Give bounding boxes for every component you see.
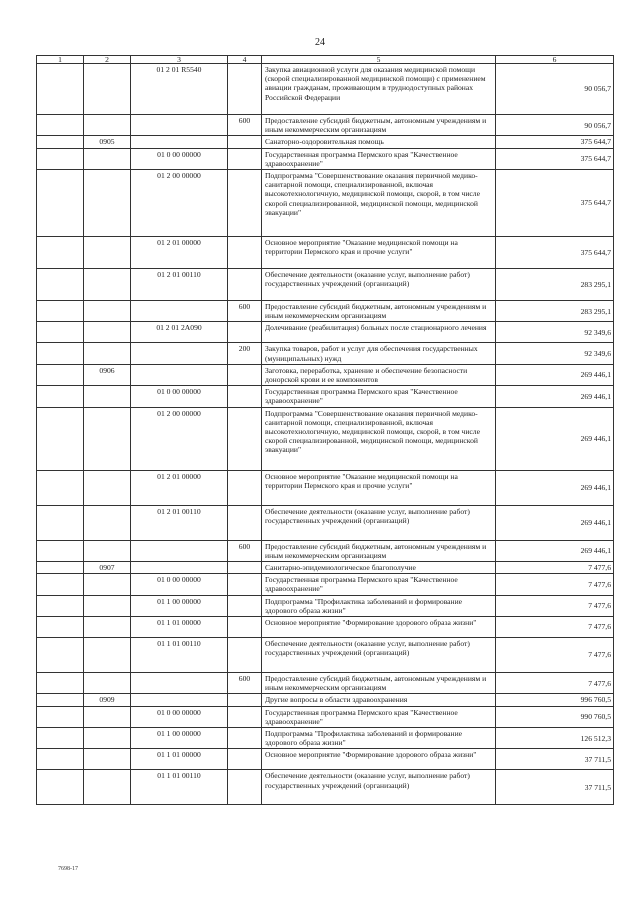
expense-type-cell: [228, 749, 262, 770]
amount-cell: 375 644,7: [496, 136, 614, 148]
expense-type-cell: [228, 638, 262, 673]
target-article-cell: 01 2 01 00110: [131, 505, 228, 540]
section-code-cell: 0905: [84, 136, 131, 148]
description-cell: Подпрограмма "Совершенствование оказания первичной медико-санитарной помощи, специализированной, включая высокотехнологичную, медицинской помощи, скорой, в том числе скорой специализированной, медицинской помощи, медицинской эвакуации": [262, 170, 496, 237]
section-code-cell: [84, 617, 131, 638]
description-cell: Санитарно-эпидемиологическое благополучие: [262, 562, 496, 574]
section-code-cell: [84, 505, 131, 540]
table-row: [37, 364, 614, 385]
section-code-cell: [84, 638, 131, 673]
col-1-cell: [37, 364, 84, 385]
col-1-cell: [37, 407, 84, 470]
description-cell: Обеспечение деятельности (оказание услуг, выполнение работ) государственных учреждений (организаций): [262, 638, 496, 673]
header-row: [37, 56, 614, 64]
col-1-cell: [37, 148, 84, 169]
section-code-cell: [84, 148, 131, 169]
section-code-cell: [84, 170, 131, 237]
expense-type-cell: [228, 237, 262, 269]
col-1-cell: [37, 617, 84, 638]
amount-cell: 7 477,6: [496, 574, 614, 595]
target-article-cell: 01 1 00 00000: [131, 595, 228, 616]
amount-cell: 269 446,1: [496, 470, 614, 505]
col-1-cell: [37, 673, 84, 694]
amount-cell: 7 477,6: [496, 617, 614, 638]
section-code-cell: [84, 64, 131, 115]
description-cell: Государственная программа Пермского края "Качественное здравоохранение": [262, 706, 496, 727]
section-code-cell: [84, 540, 131, 561]
description-cell: Обеспечение деятельности (оказание услуг, выполнение работ) государственных учреждений (организаций): [262, 269, 496, 301]
amount-cell: 7 477,6: [496, 638, 614, 673]
col-1-cell: [37, 749, 84, 770]
description-cell: Закупка товаров, работ и услуг для обеспечения государственных (муниципальных) нужд: [262, 343, 496, 364]
section-code-cell: [84, 237, 131, 269]
expense-type-cell: 600: [228, 673, 262, 694]
description-cell: Предоставление субсидий бюджетным, автономным учреждениям и иным некоммерческим организациям: [262, 301, 496, 322]
table-row: [37, 386, 614, 407]
section-code-cell: 0909: [84, 694, 131, 706]
table-row: [37, 749, 614, 770]
description-cell: Подпрограмма "Совершенствование оказания первичной медико-санитарной помощи, специализированной, включая высокотехнологичную, медицинской помощи, скорой, в том числе скорой специализированной, медицинской помощи, медицинской эвакуации": [262, 407, 496, 470]
amount-cell: 283 295,1: [496, 269, 614, 301]
table-row: [37, 617, 614, 638]
target-article-cell: 01 1 01 00110: [131, 638, 228, 673]
description-cell: Государственная программа Пермского края "Качественное здравоохранение": [262, 148, 496, 169]
table-row: [37, 170, 614, 237]
description-cell: Основное мероприятие "Формирование здорового образа жизни": [262, 749, 496, 770]
table-row: [37, 470, 614, 505]
target-article-cell: 01 2 00 00000: [131, 407, 228, 470]
table-row: [37, 301, 614, 322]
section-code-cell: [84, 470, 131, 505]
target-article-cell: 01 1 00 00000: [131, 728, 228, 749]
amount-cell: 269 446,1: [496, 540, 614, 561]
col-1-cell: [37, 574, 84, 595]
target-article-cell: 01 0 00 00000: [131, 148, 228, 169]
column-number-header: 3: [131, 56, 228, 64]
target-article-cell: [131, 562, 228, 574]
expense-type-cell: [228, 770, 262, 805]
target-article-cell: [131, 364, 228, 385]
amount-cell: 37 711,5: [496, 749, 614, 770]
budget-table: [36, 55, 614, 805]
section-code-cell: [84, 115, 131, 136]
target-article-cell: [131, 343, 228, 364]
expense-type-cell: [228, 562, 262, 574]
section-code-cell: [84, 301, 131, 322]
col-1-cell: [37, 64, 84, 115]
col-1-cell: [37, 470, 84, 505]
target-article-cell: 01 0 00 00000: [131, 574, 228, 595]
table-row: [37, 694, 614, 706]
description-cell: Основное мероприятие "Формирование здорового образа жизни": [262, 617, 496, 638]
section-code-cell: [84, 343, 131, 364]
expense-type-cell: 600: [228, 115, 262, 136]
target-article-cell: [131, 673, 228, 694]
table-row: [37, 574, 614, 595]
expense-type-cell: [228, 470, 262, 505]
col-1-cell: [37, 322, 84, 343]
col-1-cell: [37, 505, 84, 540]
target-article-cell: 01 0 00 00000: [131, 706, 228, 727]
description-cell: Долечивание (реабилитация) больных после стационарного лечения: [262, 322, 496, 343]
amount-cell: 7 477,6: [496, 562, 614, 574]
amount-cell: 37 711,5: [496, 770, 614, 805]
section-code-cell: 0907: [84, 562, 131, 574]
table-row: [37, 595, 614, 616]
amount-cell: 7 477,6: [496, 673, 614, 694]
table-row: [37, 407, 614, 470]
description-cell: Подпрограмма "Профилактика заболеваний и формирование здорового образа жизни": [262, 728, 496, 749]
amount-cell: 269 446,1: [496, 386, 614, 407]
description-cell: Государственная программа Пермского края "Качественное здравоохранение": [262, 386, 496, 407]
expense-type-cell: [228, 728, 262, 749]
description-cell: Основное мероприятие "Оказание медицинской помощи на территории Пермского края и прочие услуги": [262, 470, 496, 505]
col-1-cell: [37, 562, 84, 574]
target-article-cell: 01 1 01 00000: [131, 617, 228, 638]
expense-type-cell: [228, 574, 262, 595]
target-article-cell: 01 1 01 00110: [131, 770, 228, 805]
section-code-cell: [84, 673, 131, 694]
col-1-cell: [37, 343, 84, 364]
col-1-cell: [37, 269, 84, 301]
table-row: [37, 706, 614, 727]
table-row: [37, 638, 614, 673]
table-row: [37, 148, 614, 169]
section-code-cell: [84, 386, 131, 407]
footer-code: 7698-17: [58, 866, 78, 872]
expense-type-cell: [228, 407, 262, 470]
section-code-cell: [84, 749, 131, 770]
amount-cell: 126 512,3: [496, 728, 614, 749]
expense-type-cell: [228, 595, 262, 616]
table-row: [37, 322, 614, 343]
amount-cell: 90 056,7: [496, 64, 614, 115]
target-article-cell: 01 2 01 R5540: [131, 64, 228, 115]
description-cell: Заготовка, переработка, хранение и обеспечение безопасности донорской крови и ее компонентов: [262, 364, 496, 385]
section-code-cell: [84, 269, 131, 301]
section-code-cell: 0906: [84, 364, 131, 385]
table-row: [37, 115, 614, 136]
description-cell: Предоставление субсидий бюджетным, автономным учреждениям и иным некоммерческим организациям: [262, 540, 496, 561]
expense-type-cell: [228, 170, 262, 237]
expense-type-cell: [228, 364, 262, 385]
target-article-cell: 01 2 01 2А090: [131, 322, 228, 343]
table-row: [37, 540, 614, 561]
table-row: [37, 505, 614, 540]
amount-cell: 269 446,1: [496, 505, 614, 540]
section-code-cell: [84, 595, 131, 616]
description-cell: Предоставление субсидий бюджетным, автономным учреждениям и иным некоммерческим организациям: [262, 673, 496, 694]
section-code-cell: [84, 728, 131, 749]
col-1-cell: [37, 728, 84, 749]
section-code-cell: [84, 770, 131, 805]
col-1-cell: [37, 770, 84, 805]
col-1-cell: [37, 595, 84, 616]
expense-type-cell: [228, 505, 262, 540]
target-article-cell: [131, 115, 228, 136]
target-article-cell: 01 2 00 00000: [131, 170, 228, 237]
col-1-cell: [37, 706, 84, 727]
target-article-cell: 01 1 01 00000: [131, 749, 228, 770]
target-article-cell: [131, 301, 228, 322]
expense-type-cell: [228, 386, 262, 407]
section-code-cell: [84, 706, 131, 727]
section-code-cell: [84, 407, 131, 470]
col-1-cell: [37, 115, 84, 136]
expense-type-cell: [228, 64, 262, 115]
table-row: [37, 237, 614, 269]
amount-cell: 92 349,6: [496, 322, 614, 343]
amount-cell: 283 295,1: [496, 301, 614, 322]
expense-type-cell: [228, 322, 262, 343]
amount-cell: 90 056,7: [496, 115, 614, 136]
section-code-cell: [84, 322, 131, 343]
table-row: [37, 562, 614, 574]
table-row: [37, 728, 614, 749]
amount-cell: 375 644,7: [496, 170, 614, 237]
description-cell: Другие вопросы в области здравоохранения: [262, 694, 496, 706]
col-1-cell: [37, 540, 84, 561]
amount-cell: 990 760,5: [496, 706, 614, 727]
expense-type-cell: [228, 694, 262, 706]
target-article-cell: 01 2 01 00000: [131, 470, 228, 505]
description-cell: Предоставление субсидий бюджетным, автономным учреждениям и иным некоммерческим организациям: [262, 115, 496, 136]
table-row: [37, 770, 614, 805]
amount-cell: 7 477,6: [496, 595, 614, 616]
target-article-cell: 01 0 00 00000: [131, 386, 228, 407]
amount-cell: 269 446,1: [496, 364, 614, 385]
column-number-header: 4: [228, 56, 262, 64]
expense-type-cell: 600: [228, 540, 262, 561]
col-1-cell: [37, 170, 84, 237]
expense-type-cell: 600: [228, 301, 262, 322]
description-cell: Санаторно-оздоровительная помощь: [262, 136, 496, 148]
section-code-cell: [84, 574, 131, 595]
table-row: [37, 343, 614, 364]
column-number-header: 5: [262, 56, 496, 64]
amount-cell: 375 644,7: [496, 148, 614, 169]
col-1-cell: [37, 386, 84, 407]
expense-type-cell: [228, 706, 262, 727]
expense-type-cell: [228, 136, 262, 148]
col-1-cell: [37, 301, 84, 322]
col-1-cell: [37, 237, 84, 269]
target-article-cell: [131, 694, 228, 706]
col-1-cell: [37, 694, 84, 706]
col-1-cell: [37, 638, 84, 673]
target-article-cell: [131, 540, 228, 561]
expense-type-cell: 200: [228, 343, 262, 364]
expense-type-cell: [228, 617, 262, 638]
table-row: [37, 64, 614, 115]
table-row: [37, 136, 614, 148]
target-article-cell: [131, 136, 228, 148]
expense-type-cell: [228, 269, 262, 301]
amount-cell: 92 349,6: [496, 343, 614, 364]
description-cell: Обеспечение деятельности (оказание услуг, выполнение работ) государственных учреждений (организаций): [262, 770, 496, 805]
target-article-cell: 01 2 01 00000: [131, 237, 228, 269]
target-article-cell: 01 2 01 00110: [131, 269, 228, 301]
amount-cell: 269 446,1: [496, 407, 614, 470]
col-1-cell: [37, 136, 84, 148]
amount-cell: 996 760,5: [496, 694, 614, 706]
column-number-header: 6: [496, 56, 614, 64]
column-number-header: 1: [37, 56, 84, 64]
expense-type-cell: [228, 148, 262, 169]
description-cell: Закупка авиационной услуги для оказания медицинской помощи (скорой специализированной медицинской помощи) с применением авиации гражданам, проживающим в труднодоступных районах Российской Федерации: [262, 64, 496, 115]
description-cell: Основное мероприятие "Оказание медицинской помощи на территории Пермского края и прочие услуги": [262, 237, 496, 269]
table-row: [37, 269, 614, 301]
column-number-header: 2: [84, 56, 131, 64]
table-row: [37, 673, 614, 694]
page-number: 24: [315, 37, 325, 48]
description-cell: Обеспечение деятельности (оказание услуг, выполнение работ) государственных учреждений (организаций): [262, 505, 496, 540]
description-cell: Подпрограмма "Профилактика заболеваний и формирование здорового образа жизни": [262, 595, 496, 616]
amount-cell: 375 644,7: [496, 237, 614, 269]
description-cell: Государственная программа Пермского края "Качественное здравоохранение": [262, 574, 496, 595]
